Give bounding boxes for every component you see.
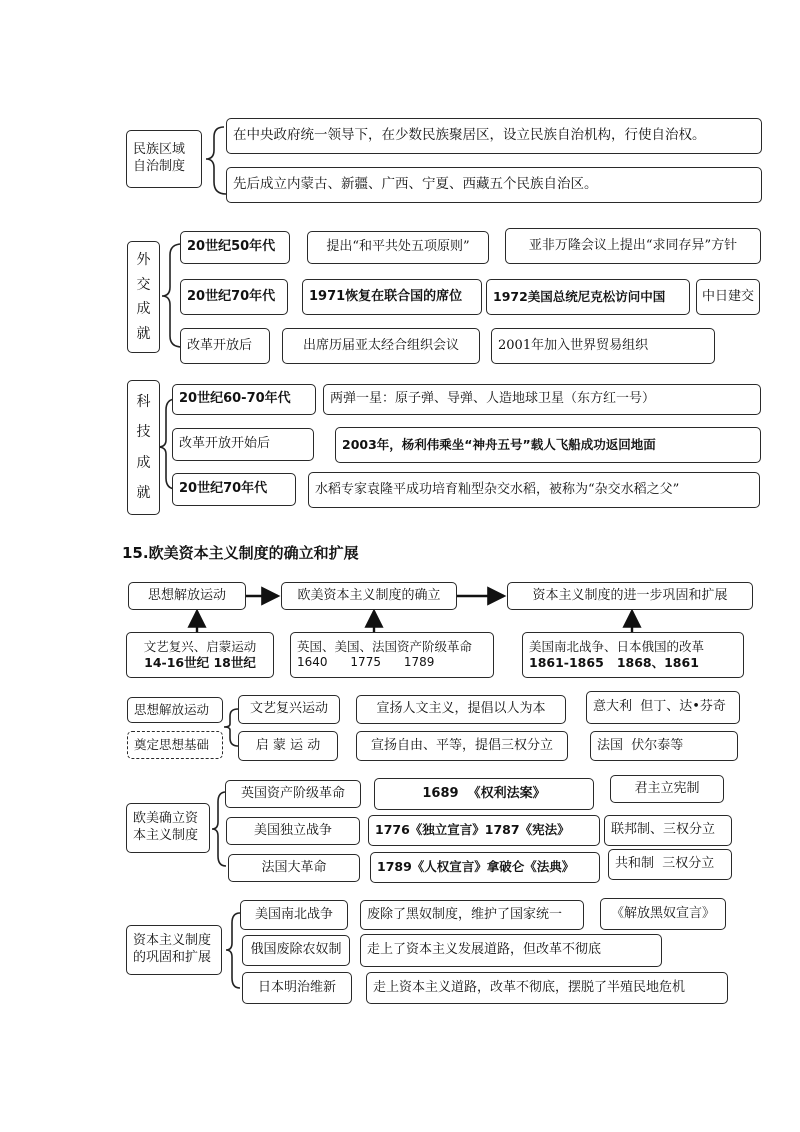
keji-row3-item-a: 水稻专家袁隆平成功培育籼型杂交水稻，被称为“杂交水稻之父” [308,472,760,508]
bracket-gonggu [226,913,240,988]
flow-bottom-3 [522,632,744,678]
sixiang-row2-item-a: 宣扬自由、平等，提倡三权分立 [356,731,568,761]
waijiao-row3-item-b: 2001年加入世界贸易组织 [491,328,715,364]
sixiang-label: 思想解放运动 [127,697,223,723]
oumei-row2-name: 美国独立战争 [226,817,360,845]
bracket-oumei [212,792,226,866]
oumei-row1-name: 英国资产阶级革命 [225,780,361,808]
keji-label-char-3: 成 [136,454,151,471]
waijiao-row2-item-a: 1971恢复在联合国的席位 [302,279,482,315]
oumei-label-line-2: 本主义制度 [133,828,199,843]
oumei-row1-item-b: 君主立宪制 [610,775,724,803]
bracket-waijiao [162,244,182,347]
keji-label [127,380,160,515]
oumei-row2-item-a: 1776《独立宣言》1787《宪法》 [368,815,600,846]
flow-bottom-2-line-2: 1640 1775 1789 [297,655,435,670]
flow-bottom-1 [126,632,274,678]
keji-label-char-1: 科 [136,394,151,411]
minzu-item-1: 在中央政府统一领导下，在少数民族聚居区，设立民族自治机构，行使自治权。 [226,118,762,154]
gonggu-row1-name: 美国南北战争 [240,900,348,930]
sixiang-row1-item-a: 宣扬人文主义，提倡以人为本 [356,695,566,724]
waijiao-row2-item-c: 中日建交 [696,279,760,315]
waijiao-period-2: 20世纪70年代 [180,279,288,315]
gonggu-label-line-1: 资本主义制度 [133,933,212,949]
waijiao-row1-item-b: 亚非万隆会议上提出“求同存异”方针 [505,228,761,264]
keji-label-char-2: 技 [136,424,151,441]
keji-row1-item-a: 两弹一星：原子弹、导弹、人造地球卫星（东方红一号） [323,384,761,415]
gonggu-label [126,925,222,975]
waijiao-label-char-1: 外 [136,252,151,269]
sixiang-label-2: 奠定思想基础 [127,731,223,759]
flow-bottom-1-line-1: 文艺复兴、启蒙运动 [143,638,257,654]
keji-period-1: 20世纪60-70年代 [172,384,316,415]
bracket-minzu [206,127,226,194]
oumei-label-line-1: 欧美确立资 [133,811,199,827]
minzu-label-line-2: 自治制度 [133,159,186,174]
waijiao-row1-item-a: 提出“和平共处五项原则” [307,231,489,264]
keji-row2-item-a: 2003年，杨利伟乘坐“神舟五号”载人飞船成功返回地面 [335,427,761,463]
oumei-row1-item-a: 1689 《权利法案》 [374,778,594,810]
minzu-item-2: 先后成立内蒙古、新疆、广西、宁夏、西藏五个民族自治区。 [226,167,762,203]
oumei-row2-item-b: 联邦制、三权分立 [604,815,732,846]
minzu-label-line-1: 民族区域 [133,142,186,158]
oumei-row3-item-b: 共和制 三权分立 [608,849,732,880]
gonggu-row1-item-a: 废除了黑奴制度，维护了国家统一 [360,900,584,930]
waijiao-period-3: 改革开放后 [180,328,270,364]
sixiang-row1-item-b: 意大利 但丁、达•芬奇 [586,691,740,724]
waijiao-row2-item-b: 1972美国总统尼克松访问中国 [486,279,690,315]
flow-bottom-2-line-1: 英国、美国、法国资产阶级革命 [297,639,473,655]
gonggu-label-line-2: 的巩固和扩展 [133,950,212,965]
oumei-label [126,803,210,853]
oumei-row3-name: 法国大革命 [228,854,360,882]
bracket-sixiang [224,709,238,746]
gonggu-row1-item-b: 《解放黑奴宣言》 [600,898,726,930]
waijiao-period-1: 20世纪50年代 [180,231,290,264]
section-15-number: 15. [122,544,149,562]
gonggu-row2-name: 俄国废除农奴制 [242,935,350,966]
sixiang-row1-name: 文艺复兴运动 [238,695,340,724]
section-15-title [122,542,359,563]
waijiao-label [127,241,160,353]
waijiao-row3-item-a: 出席历届亚太经合组织会议 [282,328,480,364]
oumei-row3-item-a: 1789《人权宣言》拿破仑《法典》 [370,852,600,883]
flow-top-3: 资本主义制度的进一步巩固和扩展 [507,582,753,610]
sixiang-row2-name: 启 蒙 运 动 [238,731,338,761]
flow-bottom-3-line-2: 1861-1865 1868、1861 [529,655,699,670]
keji-period-3: 20世纪70年代 [172,473,296,506]
gonggu-row3-item-a: 走上资本主义道路，改革不彻底，摆脱了半殖民地危机 [366,972,728,1004]
waijiao-label-char-2: 交 [136,276,151,293]
section-15-title-text: 欧美资本主义制度的确立和扩展 [148,544,359,562]
flow-bottom-3-line-1: 美国南北战争、日本俄国的改革 [529,638,705,654]
keji-period-2: 改革开放开始后 [172,428,314,461]
minzu-label [126,130,202,188]
gonggu-row2-item-a: 走上了资本主义发展道路，但改革不彻底 [360,934,662,967]
gonggu-row3-name: 日本明治维新 [242,972,352,1004]
flow-top-1: 思想解放运动 [128,582,246,610]
sixiang-row2-item-b: 法国 伏尔泰等 [590,731,738,761]
flow-top-2: 欧美资本主义制度的确立 [281,582,457,610]
keji-label-char-4: 就 [136,484,151,501]
waijiao-label-char-4: 就 [136,325,151,342]
flow-bottom-1-line-2: 14-16世纪 18世纪 [144,655,256,670]
waijiao-label-char-3: 成 [136,301,151,318]
flow-bottom-2 [290,632,494,678]
